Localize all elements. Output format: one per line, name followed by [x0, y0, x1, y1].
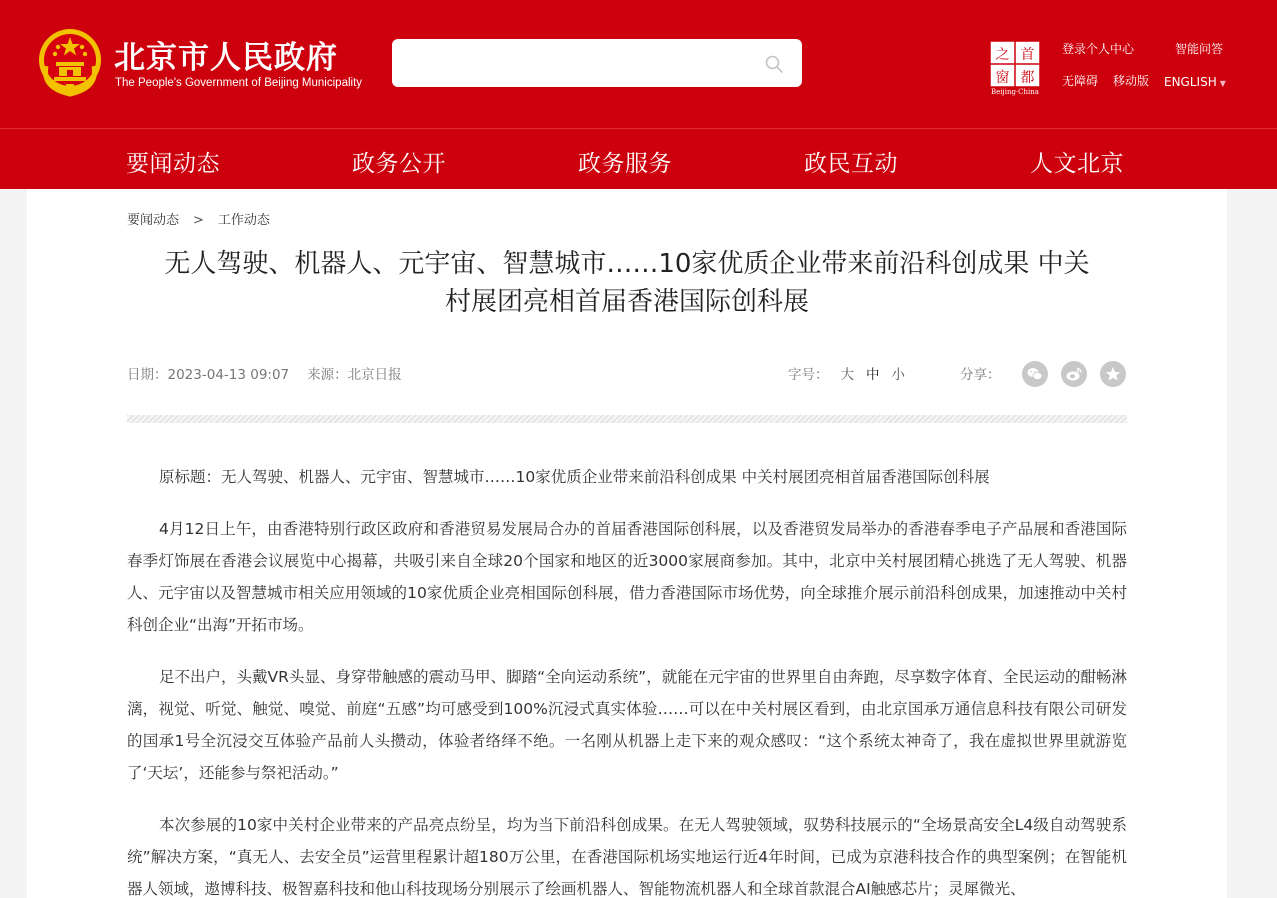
caret-down-icon: ▼ [1219, 79, 1226, 88]
article-paragraph-original-title: 原标题：无人驾驶、机器人、元宇宙、智慧城市……10家优质企业带来前沿科创成果 中关村展团亮相首届香港国际创科展 [159, 468, 990, 486]
logo-char-shou: 首 [1020, 47, 1035, 63]
nav-item-services[interactable]: 政务服务 [578, 151, 672, 177]
capital-window-logo[interactable] [986, 40, 1044, 98]
article-title [127, 245, 1127, 321]
search-icon[interactable] [764, 54, 784, 74]
wechat-icon [1022, 361, 1048, 387]
breadcrumb-work-news[interactable]: 工作动态 [217, 213, 270, 228]
article-paragraph: 本次参展的10家中关村企业带来的产品亮点纷呈，均为当下前沿科创成果。在无人驾驶领域，驭势科技展示的“全场景高安全L4级自动驾驶系统”解决方案，“真无人、去安全员”运营里程累计超180万公里，在香港国际机场实地运行近4年时间，已成为京港科技合作的典型案例；在智能机器人领域，遨博科技、极智嘉科技和他山科技现场分别展示了绘画机器人、智能物流机器人和全球首款混合AI触感芯片；灵犀微光、 [127, 816, 1127, 898]
logo-char-zhi: 之 [995, 47, 1010, 63]
site-header [0, 0, 1277, 128]
font-size-label: 字号： [788, 367, 829, 383]
smart-qa-link[interactable]: 智能问答 [1175, 42, 1224, 56]
search-input[interactable] [406, 49, 746, 77]
logo-char-chuang: 窗 [995, 70, 1010, 86]
share-weibo-button[interactable] [1061, 361, 1087, 387]
logo-char-du: 都 [1020, 70, 1035, 86]
article-source: 来源：北京日报 [307, 367, 402, 383]
article-container [27, 189, 1227, 898]
accessibility-link[interactable]: 无障碍 [1062, 74, 1099, 88]
article-body [127, 461, 1127, 898]
nav-item-culture[interactable]: 人文北京 [1030, 151, 1124, 177]
main-nav [0, 128, 1277, 189]
article-paragraph: 4月12日上午，由香港特别行政区政府和香港贸易发展局合办的首届香港国际创科展，以及香港贸发局举办的香港春季电子产品展和香港国际春季灯饰展在香港会议展览中心揭幕，共吸引来自全球20个国家和地区的近3000家展商参加。其中，北京中关村展团精心挑选了无人驾驶、机器人、元宇宙以及智慧城市相关应用领域的10家优质企业亮相国际创科展，借力香港国际市场优势，向全球推介展示前沿科创成果，加速推动中关村科创企业“出海”开拓市场。 [127, 520, 1127, 634]
national-emblem-icon[interactable] [36, 26, 104, 98]
font-size-control [788, 363, 905, 383]
article-meta [127, 363, 402, 383]
weibo-icon [1061, 361, 1087, 387]
font-size-medium[interactable]: 中 [866, 367, 880, 383]
login-link[interactable]: 登录个人中心 [1062, 42, 1135, 56]
site-title[interactable]: 北京市人民政府 [114, 40, 338, 76]
nav-item-news[interactable]: 要闻动态 [126, 151, 220, 177]
site-subtitle: The People's Government of Beijing Municipality [115, 77, 363, 89]
capital-window-icon [986, 40, 1044, 88]
mobile-version-link[interactable]: 移动版 [1113, 74, 1150, 88]
breadcrumb-separator: > [193, 213, 204, 228]
english-label: ENGLISH [1164, 75, 1217, 89]
english-dropdown[interactable] [1164, 75, 1226, 89]
article-title-line1: 无人驾驶、机器人、元宇宙、智慧城市……10家优质企业带来前沿科创成果 中关 [164, 249, 1090, 279]
font-size-small[interactable]: 小 [891, 367, 905, 383]
font-size-large[interactable]: 大 [840, 367, 854, 383]
article-paragraph: 足不出户，头戴VR头显、身穿带触感的震动马甲、脚踏“全向运动系统”，就能在元宇宙的世界里自由奔跑，尽享数字体育、全民运动的酣畅淋漓，视觉、听觉、触觉、嗅觉、前庭“五感”均可感受到100%沉浸式真实体验……可以在中关村展区看到，由北京国承万通信息科技有限公司研发的国承1号全沉浸交互体验产品前人头攒动，体验者络绎不绝。一名刚从机器上走下来的观众感叹：“这个系统太神奇了，我在虚拟世界里就游览了‘天坛’，还能参与祭祀活动。” [127, 668, 1127, 782]
breadcrumb [127, 209, 270, 228]
share-label: 分享： [960, 367, 1001, 383]
share-favorite-button[interactable] [1100, 361, 1126, 387]
breadcrumb-news[interactable]: 要闻动态 [127, 213, 180, 228]
capital-logo-tagline: Beijing·China [991, 88, 1039, 96]
article-title-line2: 村展团亮相首届香港国际创科展 [444, 287, 809, 317]
share-wechat-button[interactable] [1022, 361, 1048, 387]
nav-item-interaction[interactable]: 政民互动 [804, 151, 898, 177]
star-icon [1100, 361, 1126, 387]
article-date: 日期：2023-04-13 09:07 [127, 367, 290, 383]
search-box [392, 39, 802, 87]
article-divider [127, 415, 1127, 423]
nav-item-gov-affairs[interactable]: 政务公开 [352, 151, 446, 177]
